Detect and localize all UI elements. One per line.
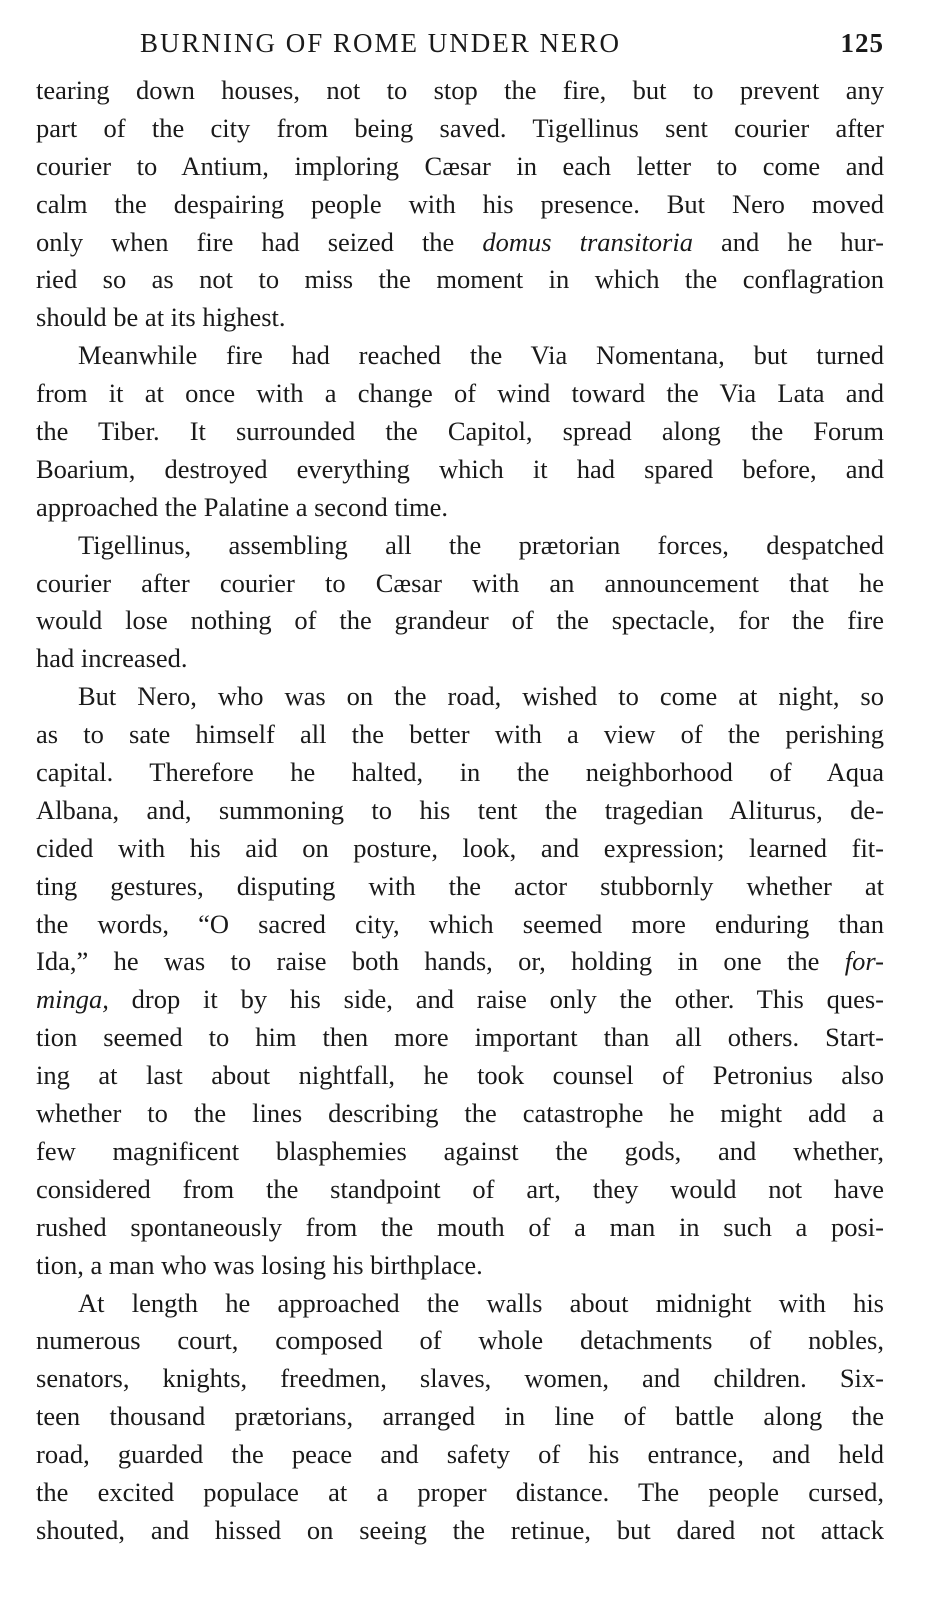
text-line: courier after courier to Cæsar with an announcement that he: [36, 567, 884, 598]
text-line: would lose nothing of the grandeur of the spectacle, for the fire: [36, 605, 884, 636]
italic-term: minga,: [36, 984, 109, 1015]
text-segment: drop it by his side, and raise only the other. This ques-: [108, 984, 884, 1015]
text-line: ing at last about nightfall, he took counsel of Petronius also: [36, 1060, 884, 1091]
paragraph: [36, 527, 884, 679]
text-line: the words, “O sacred city, which seemed more enduring than: [36, 908, 884, 939]
text-line: [36, 943, 884, 981]
text-line: capital. Therefore he halted, in the neighborhood of Aqua: [36, 757, 884, 788]
text-line: rushed spontaneously from the mouth of a man in such a posi-: [36, 1211, 884, 1242]
text-segment: only when fire had seized the: [36, 226, 483, 257]
text-line: Boarium, destroyed everything which it had spared before, and: [36, 453, 884, 484]
paragraph: [36, 337, 884, 526]
text-line: senators, knights, freedmen, slaves, women, and children. Six-: [36, 1363, 884, 1394]
text-line: whether to the lines describing the catastrophe he might add a: [36, 1098, 884, 1129]
text-segment: Ida,” he was to raise both hands, or, holding in one the: [36, 946, 845, 977]
text-line: shouted, and hissed on seeing the retinue, but dared not attack: [36, 1514, 884, 1545]
body-text: [36, 72, 884, 1550]
text-line: few magnificent blasphemies against the gods, and whether,: [36, 1135, 884, 1166]
text-line: tion, a man who was losing his birthplace.: [36, 1249, 483, 1280]
text-line: ried so as not to miss the moment in which the conflagration: [36, 264, 884, 295]
italic-term: for-: [844, 946, 884, 977]
paragraph: [36, 72, 884, 337]
text-line: numerous court, composed of whole detachments of nobles,: [36, 1325, 884, 1356]
text-line: considered from the standpoint of art, they would not have: [36, 1173, 884, 1204]
text-line: the excited populace at a proper distance. The people cursed,: [36, 1476, 884, 1507]
text-line: courier to Antium, imploring Cæsar in each letter to come and: [36, 150, 884, 181]
text-line: Meanwhile fire had reached the Via Nomentana, but turned: [78, 340, 884, 371]
text-line: At length he approached the walls about midnight with his: [78, 1287, 884, 1318]
text-line: tion seemed to him then more important than all others. Start-: [36, 1022, 884, 1053]
running-title: BURNING OF ROME UNDER NERO: [140, 28, 622, 58]
text-line: ting gestures, disputing with the actor stubbornly whether at: [36, 870, 884, 901]
text-line: Albana, and, summoning to his tent the tragedian Aliturus, de-: [36, 794, 884, 825]
text-line: had increased.: [36, 643, 188, 674]
paragraph: [36, 678, 884, 1284]
text-line: tearing down houses, not to stop the fire, but to prevent any: [36, 75, 884, 105]
text-line: approached the Palatine a second time.: [36, 491, 449, 522]
text-line: road, guarded the peace and safety of his entrance, and held: [36, 1439, 884, 1470]
text-line: as to sate himself all the better with a view of the perishing: [36, 719, 884, 750]
text-line: should be at its highest.: [36, 302, 286, 333]
text-line: Tigellinus, assembling all the prætorian forces, despatched: [78, 529, 884, 560]
text-line: from it at once with a change of wind toward the Via Lata and: [36, 378, 884, 409]
italic-term: domus transitoria: [482, 226, 693, 257]
text-line: [36, 981, 884, 1019]
text-line: cided with his aid on posture, look, and expression; learned fit-: [36, 832, 884, 863]
text-line: teen thousand prætorians, arranged in line of battle along the: [36, 1401, 884, 1432]
text-segment: and he hur-: [692, 226, 884, 257]
page-number: 125: [840, 28, 884, 58]
text-line: part of the city from being saved. Tigellinus sent courier after: [36, 112, 884, 143]
paragraph: [36, 1285, 884, 1550]
text-line: But Nero, who was on the road, wished to come at night, so: [78, 681, 884, 712]
text-line: calm the despairing people with his presence. But Nero moved: [36, 188, 884, 219]
text-line: the Tiber. It surrounded the Capitol, spread along the Forum: [36, 416, 884, 447]
running-head: [36, 22, 884, 72]
text-line: [36, 224, 884, 262]
book-page: [36, 22, 884, 1550]
